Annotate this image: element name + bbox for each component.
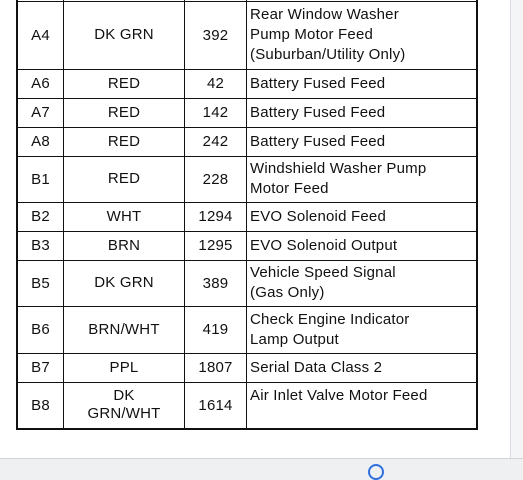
circuit-number-cell: 392	[185, 1, 247, 69]
wire-color-cell: RED	[64, 156, 185, 202]
circuit-number-cell: 1807	[185, 353, 247, 382]
wire-color-cell: RED	[64, 98, 185, 127]
function-line: EVO Solenoid Feed	[250, 207, 386, 225]
cavity-cell: B3	[17, 231, 64, 260]
wire-color-cell: BRN/WHT	[64, 306, 185, 353]
wire-color-cell: WHT	[64, 202, 185, 231]
table-row	[17, 231, 477, 260]
table-row	[17, 306, 477, 353]
wire-color-cell: RED	[64, 69, 185, 98]
table-row	[17, 260, 477, 306]
circuit-number-cell: 242	[185, 127, 247, 156]
wire-color-cell: BRN	[64, 231, 185, 260]
function-cell	[247, 98, 478, 127]
function-line: Motor Feed	[250, 180, 329, 197]
cavity-cell: B5	[17, 260, 64, 306]
cavity-cell: B6	[17, 306, 64, 353]
table-row	[17, 202, 477, 231]
cavity-cell: A4	[17, 1, 64, 69]
function-cell	[247, 69, 478, 98]
connector-pinout-table	[16, 0, 478, 430]
circuit-number-cell: 228	[185, 156, 247, 202]
function-line: Windshield Washer Pump	[250, 160, 427, 177]
table-row	[17, 69, 477, 98]
function-cell	[247, 382, 478, 429]
wire-color-cell: PPL	[64, 353, 185, 382]
page-indicator-icon[interactable]	[368, 464, 384, 480]
function-line: Battery Fused Feed	[250, 103, 386, 121]
function-cell	[247, 202, 478, 231]
table-row	[17, 353, 477, 382]
cavity-cell: A8	[17, 127, 64, 156]
cavity-cell: B7	[17, 353, 64, 382]
circuit-number-cell: 419	[185, 306, 247, 353]
function-cell	[247, 306, 478, 353]
function-line: Serial Data Class 2	[250, 358, 383, 376]
wire-color-line: GRN/WHT	[87, 405, 161, 423]
wire-color-cell	[64, 382, 185, 429]
cavity-cell: A7	[17, 98, 64, 127]
table-row	[17, 98, 477, 127]
function-line: Pump Motor Feed	[250, 26, 374, 43]
wire-color-line: DK	[113, 387, 135, 405]
table-row	[17, 382, 477, 429]
function-cell	[247, 156, 478, 202]
circuit-number-cell: 142	[185, 98, 247, 127]
circuit-number-cell: 1614	[185, 382, 247, 429]
circuit-number-cell: 1294	[185, 202, 247, 231]
circuit-number-cell: 42	[185, 69, 247, 98]
table-row	[17, 156, 477, 202]
cavity-cell: B2	[17, 202, 64, 231]
circuit-number-cell: 389	[185, 260, 247, 306]
viewer-bottom-bar	[0, 458, 523, 471]
function-cell	[247, 260, 478, 306]
cavity-cell: A6	[17, 69, 64, 98]
wire-color-cell: DK GRN	[64, 1, 185, 69]
wire-color-cell: DK GRN	[64, 260, 185, 306]
table-row	[17, 1, 477, 69]
table-row	[17, 127, 477, 156]
function-line: EVO Solenoid Output	[250, 236, 398, 254]
cavity-cell: B1	[17, 156, 64, 202]
function-line: Rear Window Washer	[250, 6, 399, 23]
function-line: Battery Fused Feed	[250, 74, 386, 92]
function-line: Air Inlet Valve Motor Feed	[250, 386, 428, 404]
circuit-number-cell: 1295	[185, 231, 247, 260]
function-line: (Gas Only)	[250, 284, 325, 301]
function-line: Lamp Output	[250, 330, 339, 348]
cavity-cell: B8	[17, 382, 64, 429]
scrollbar-track[interactable]	[510, 0, 523, 470]
function-line: Check Engine Indicator	[250, 310, 410, 328]
function-cell	[247, 353, 478, 382]
function-cell	[247, 127, 478, 156]
function-line: Battery Fused Feed	[250, 132, 386, 150]
wire-color-cell: RED	[64, 127, 185, 156]
function-cell	[247, 1, 478, 69]
function-line: (Suburban/Utility Only)	[250, 46, 406, 63]
function-line: Vehicle Speed Signal	[250, 264, 396, 281]
function-cell	[247, 231, 478, 260]
